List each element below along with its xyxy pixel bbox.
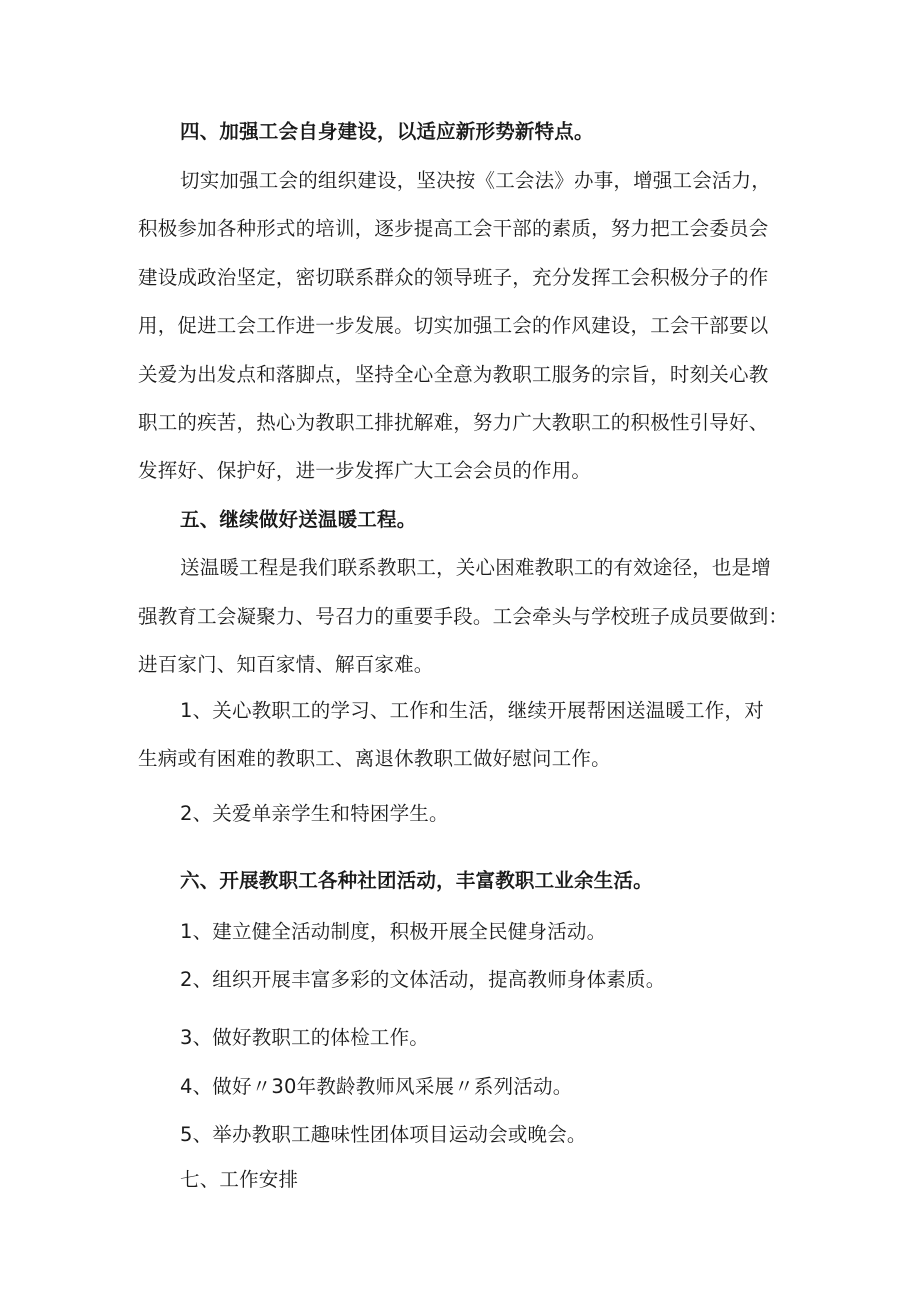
section6-item: 1、建立健全活动制度，积极开展全民健身活动。: [180, 920, 607, 943]
section5-line: 强教育工会凝聚力、号召力的重要手段。工会牵头与学校班子成员要做到：: [138, 605, 789, 628]
section4-line: 关爱为出发点和落脚点，坚持全心全意为教职工服务的宗旨，时刻关心教: [138, 363, 769, 386]
section4-line: 切实加强工会的组织建设，坚决按《工会法》办事，增强工会活力，: [180, 169, 772, 192]
section7-heading: 七、工作安排: [180, 1168, 299, 1191]
section4-line: 职工的疾苦，热心为教职工排扰解难，努力广大教职工的积极性引导好、: [138, 411, 769, 434]
section6-heading: 六、开展教职工各种社团活动，丰富教职工业余生活。: [180, 869, 653, 892]
section5-line: 进百家门、知百家情、解百家难。: [138, 653, 434, 676]
section4-line: 发挥好、保护好，进一步发挥广大工会会员的作用。: [138, 459, 592, 482]
section6-item: 2、组织开展丰富多彩的文体活动，提高教师身体素质。: [180, 968, 666, 991]
section4-line: 积极参加各种形式的培训，逐步提高工会干部的素质，努力把工会委员会: [138, 217, 769, 240]
section4-line: 建设成政治坚定，密切联系群众的领导班子，充分发挥工会积极分子的作: [138, 266, 769, 289]
section5-item1-line: 1、关心教职工的学习、工作和生活，继续开展帮困送温暖工作，对: [180, 699, 764, 722]
section4-heading: 四、加强工会自身建设，以适应新形势新特点。: [180, 120, 594, 143]
section5-item2: 2、关爱单亲学生和特困学生。: [180, 802, 449, 825]
section6-item: 3、做好教职工的体检工作。: [180, 1026, 430, 1049]
section5-item1-line: 生病或有困难的教职工、离退休教职工做好慰问工作。: [138, 747, 611, 770]
section4-line: 用，促进工会工作进一步发展。切实加强工会的作风建设，工会干部要以: [138, 314, 769, 337]
section6-item: 4、做好〃30年教龄教师风采展〃系列活动。: [180, 1075, 573, 1098]
section5-line: 送温暖工程是我们联系教职工，关心困难教职工的有效途径，也是增: [180, 556, 772, 579]
section6-item: 5、举办教职工趣味性团体项目运动会或晚会。: [180, 1123, 587, 1146]
section5-heading: 五、继续做好送温暖工程。: [180, 508, 417, 531]
